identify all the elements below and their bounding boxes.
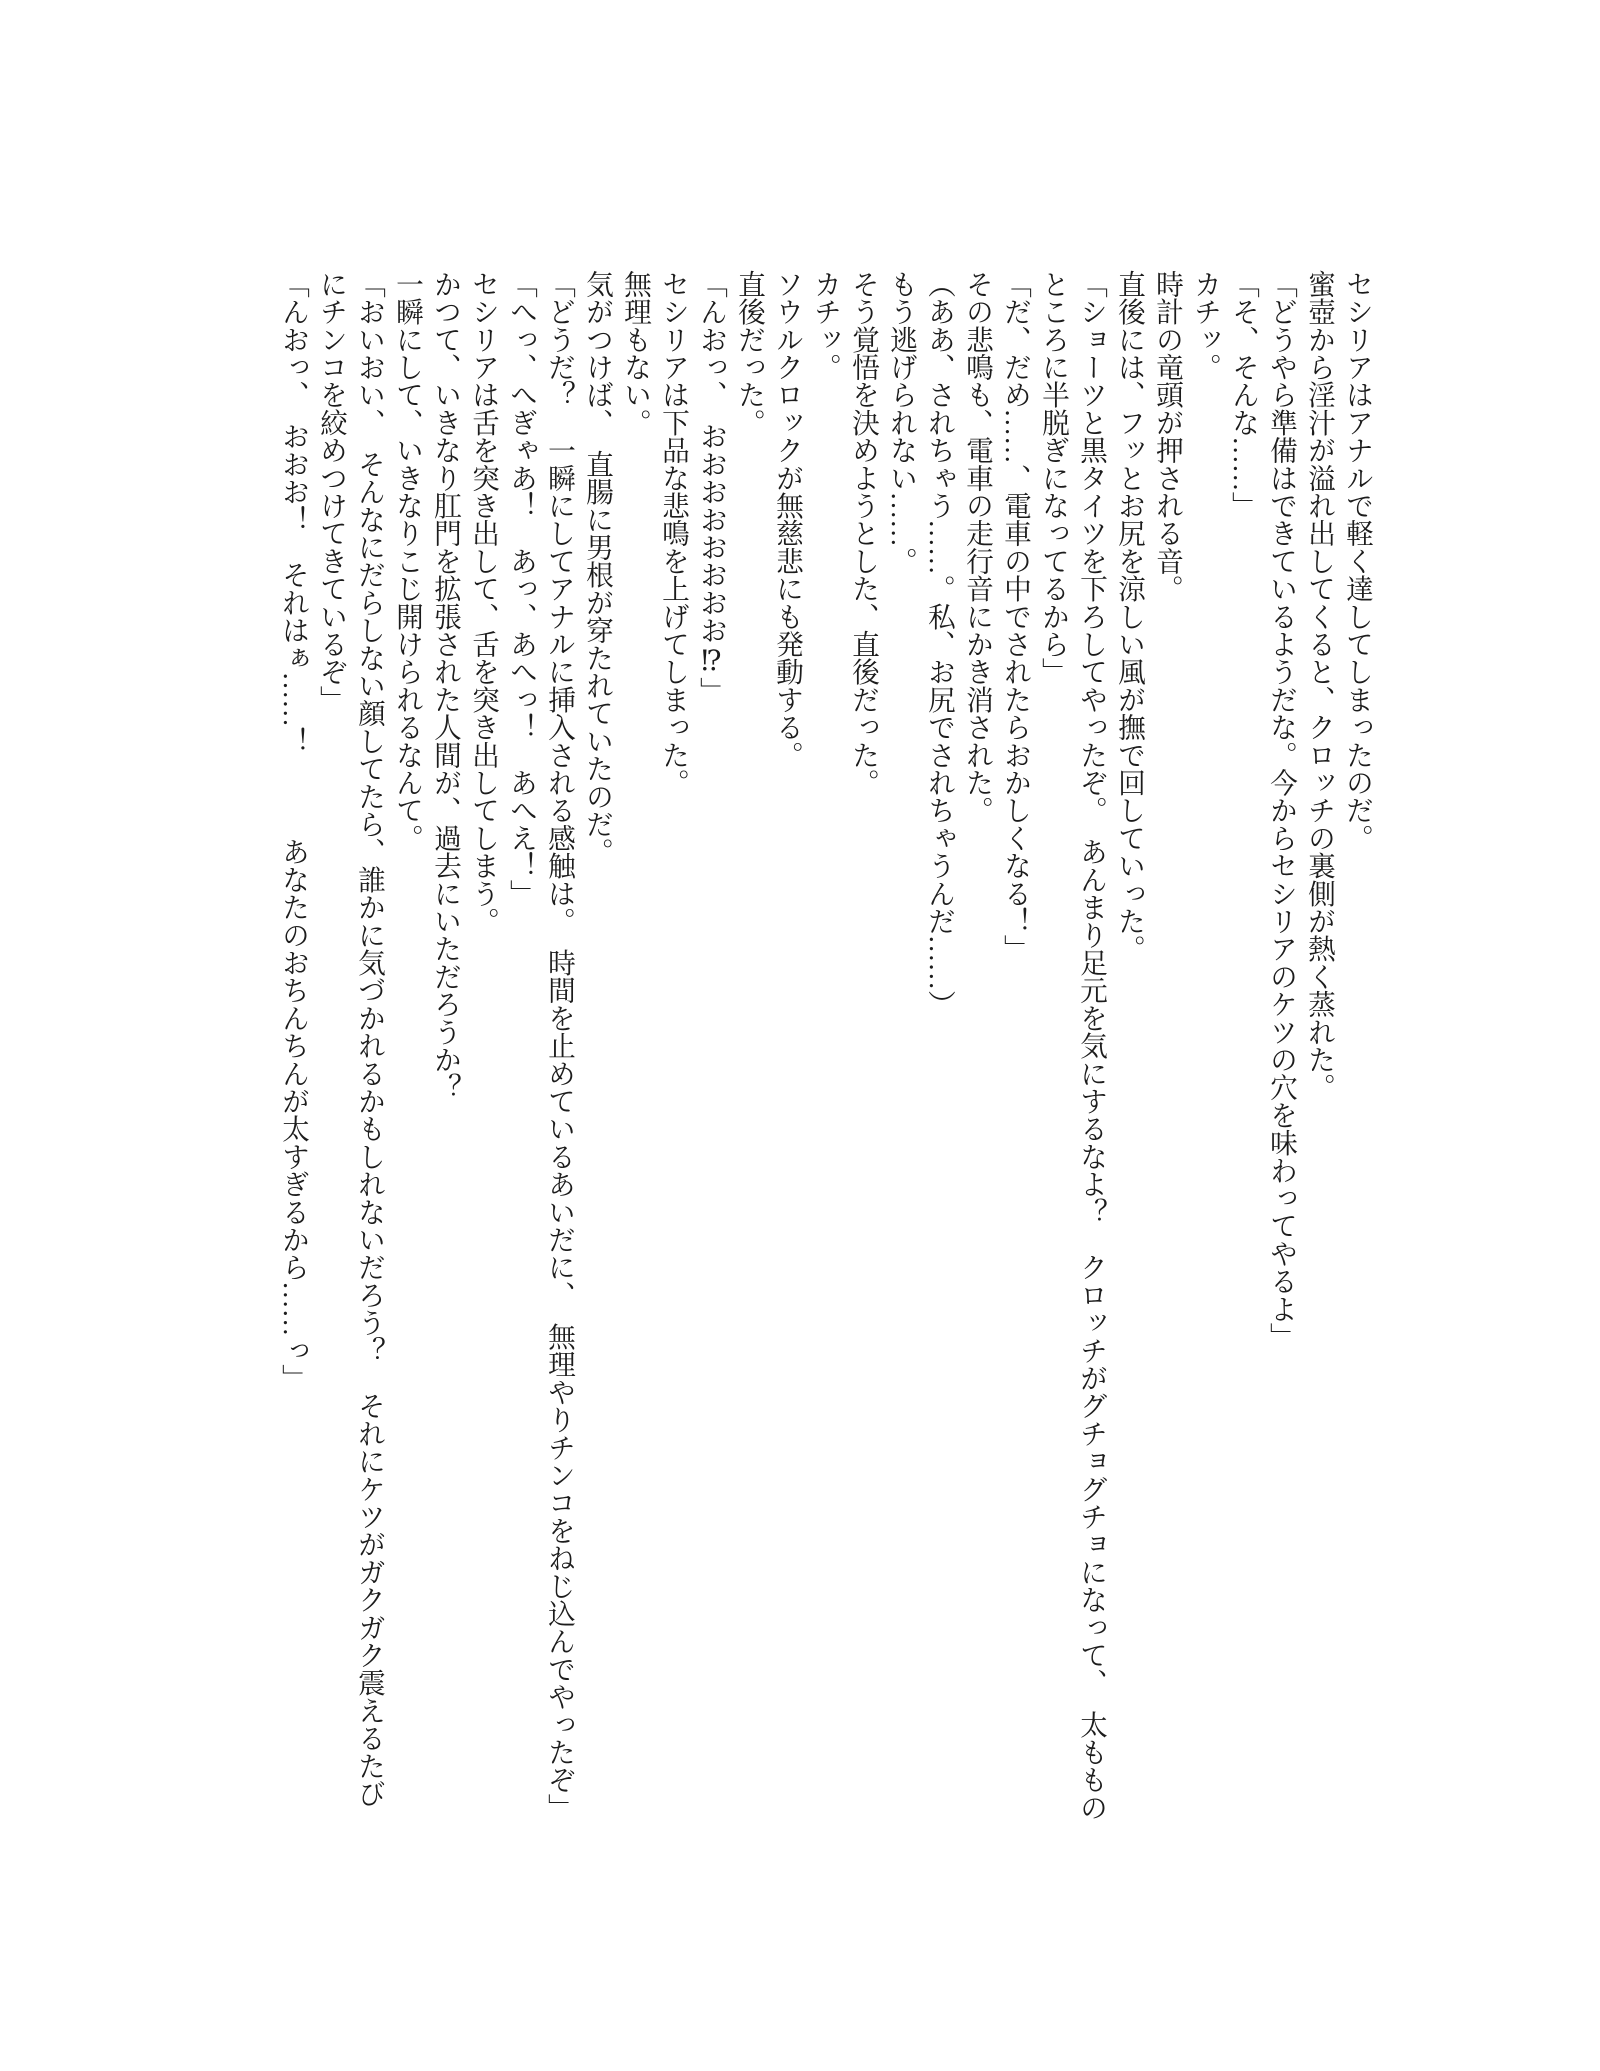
text-line: セシリアは舌を突き出して、舌を突き出してしまう。 (468, 270, 499, 935)
text-line: 蜜壺から淫汁が溢れ出してくると、クロッチの裏側が熱く蒸れた。 (1304, 270, 1335, 1101)
text-line: ところに半脱ぎになってるから」 (1038, 270, 1069, 686)
text-line: そう覚悟を決めようとした、直後だった。 (848, 270, 879, 797)
text-line: かつて、いきなり肛門を拡張された人間が、過去にいただろうか？ (430, 270, 461, 1101)
text-line: 「ショーツと黒タイツを下ろしてやったぞ。 あんまり足元を気にするなよ？ クロッチがグチョグチョになって、 太ももの (1076, 270, 1107, 1822)
vertical-text-block (274, 270, 1376, 1862)
text-line: 一瞬にして、いきなりこじ開けられるなんて。 (392, 270, 423, 852)
text-line: セシリアはアナルで軽く達してしまったのだ。 (1342, 270, 1373, 852)
text-line: その悲鳴も、電車の走行音にかき消された。 (962, 270, 993, 824)
text-line: ソウルクロックが無慈悲にも発動する。 (772, 270, 803, 769)
text-line: カチッ。 (1190, 270, 1221, 381)
text-line: 「へっ、へぎゃあ！ あっ、あへっ！ あへえ！」 (506, 270, 537, 908)
text-line: 「どうだ？ 一瞬にしてアナルに挿入される感触は。 時間を止めているあいだに、 無理やりチンコをねじ込んでやったぞ」 (544, 270, 575, 1822)
text-line: 気がつけば、 直腸に男根が穿たれていたのだ。 (582, 270, 613, 866)
text-line: 「どうやら準備はできているようだな。今からセシリアのケツの穴を味わってやるよ」 (1266, 270, 1297, 1351)
text-line: 「おいおい、 そんなにだらしない顔してたら、誰かに気づかれるかもしれないだろう？ それにケツがガクガク震えるたび (354, 270, 385, 1808)
text-line: にチンコを絞めつけてきているぞ」 (316, 270, 347, 714)
text-line: 「んおっ、 おおおおおおおお⁉」 (696, 270, 727, 705)
text-line: 直後だった。 (734, 270, 765, 437)
text-line: 「そ、そんな……」 (1228, 270, 1259, 520)
text-line: セシリアは下品な悲鳴を上げてしまった。 (658, 270, 689, 797)
text-line: 「だ、だめ……、電車の中でされたらおかしくなる！」 (1000, 270, 1031, 963)
text-line: （ああ、されちゃう……。私、お尻でされちゃうんだ……） (924, 270, 955, 1018)
text-line: 時計の竜頭が押される音。 (1152, 270, 1183, 603)
text-line: カチッ。 (810, 270, 841, 381)
text-line: 「んおっ、 おおお！ それはぁ……！ あなたのおちんちんが太すぎるから……っ」 (278, 270, 309, 1392)
text-line: 直後には、フッとお尻を涼しい風が撫で回していった。 (1114, 270, 1145, 963)
text-line: 無理もない。 (620, 270, 651, 437)
text-line: もう逃げられない……。 (886, 270, 917, 575)
